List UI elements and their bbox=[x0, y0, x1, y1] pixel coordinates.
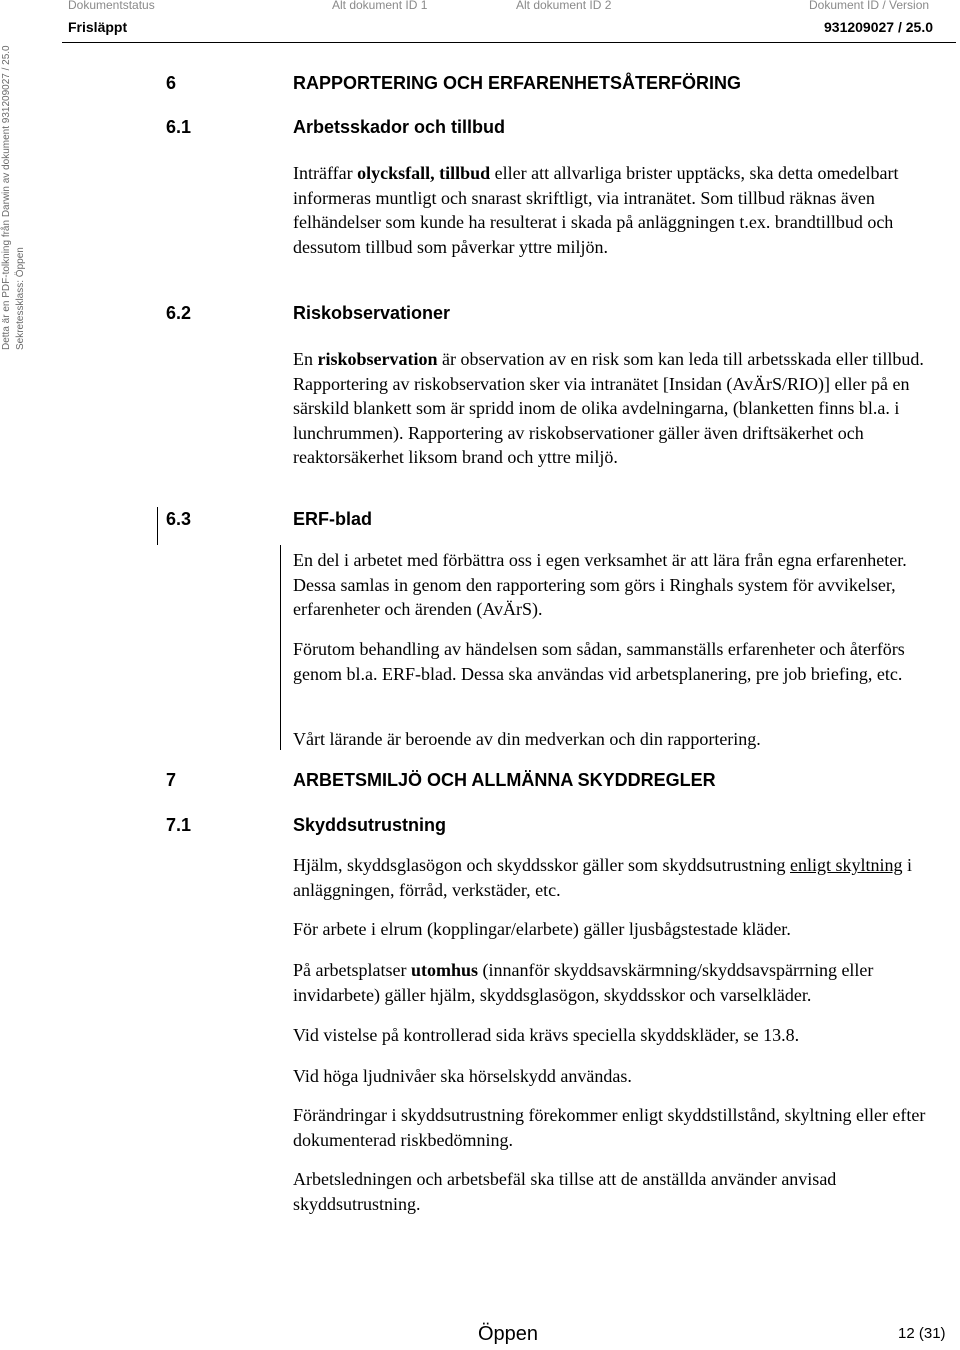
section-6-title: RAPPORTERING OCH ERFARENHETSÅTERFÖRING bbox=[293, 73, 742, 93]
section-7-1-paragraph-2: För arbete i elrum (kopplingar/elarbete) gäller ljusbågstestade kläder. bbox=[293, 919, 791, 939]
status-label: Dokumentstatus bbox=[68, 0, 155, 12]
header-divider bbox=[62, 42, 956, 43]
side-watermark bbox=[0, 0, 34, 350]
section-6-2-paragraph: En riskobservation är observation av en risk som kan leda till arbetsskada eller tillbud. Rapportering av riskobservation sker via intranätet [Insidan (AvÄrS/RIO)] eller på en särskild blankett som är spridd inom de olika avdelningarna, (blanketten finns bl.a. i lunchrummen). Rapportering av riskobservationer gäller även driftsäkerhet och reaktorsäkerhet liksom brand och yttre miljö. bbox=[293, 349, 924, 467]
section-6-1-number: 6.1 bbox=[166, 117, 192, 137]
section-6-3-paragraph-3: Vårt lärande är beroende av din medverkan och din rapportering. bbox=[293, 729, 761, 749]
section-6-number: 6 bbox=[166, 73, 177, 93]
section-6-1-paragraph: Inträffar olycksfall, tillbud eller att allvarliga brister upptäcks, ska detta omedelbart informeras muntligt och snarast skriftligt, via intranätet. Som tillbud räknas även felhändelser som kunde ha resulterat i skada på anläggningen t.ex. brandtillbud och dessutom tillbud som påverkar yttre miljön. bbox=[293, 163, 899, 257]
section-7-1-number: 7.1 bbox=[166, 815, 192, 835]
section-7-number: 7 bbox=[166, 770, 177, 790]
footer-page-number: 12 (31) bbox=[898, 1325, 946, 1342]
section-7-1-paragraph-6: Förändringar i skyddsutrustning förekommer enligt skyddstillstånd, skyltning eller efter dokumenterad riskbedömning. bbox=[293, 1105, 926, 1150]
change-bar bbox=[280, 545, 281, 750]
section-6-3-paragraph-1: En del i arbetet med förbättra oss i egen verksamhet är att lära från egna erfarenheter. Dessa samlas in genom den rapportering som görs i Ringhals system för avvikelser, erfarenheter och ärenden (AvÄrS). bbox=[293, 550, 907, 619]
alt-id1-label: Alt dokument ID 1 bbox=[332, 0, 428, 12]
section-6-3-paragraph-2: Förutom behandling av händelsen som sådan, sammanställs erfarenheter och återförs genom bl.a. ERF-blad. Dessa ska användas vid arbetsplanering, pre job briefing, etc. bbox=[293, 639, 905, 684]
section-7-1-paragraph-4: Vid vistelse på kontrollerad sida krävs speciella skyddskläder, se 13.8. bbox=[293, 1025, 800, 1045]
section-6-2-title: Riskobservationer bbox=[293, 303, 451, 323]
section-6-1-title: Arbetsskador och tillbud bbox=[293, 117, 506, 137]
side-line-2: Sekretessklass: Öppen bbox=[15, 247, 26, 350]
status-value: Frisläppt bbox=[68, 19, 128, 35]
section-6-2-number: 6.2 bbox=[166, 303, 192, 323]
section-7-1-paragraph-1: Hjälm, skyddsglasögon och skyddsskor gäller som skyddsutrustning enligt skyltning i anläggningen, förråd, verkstäder, etc. bbox=[293, 855, 913, 900]
section-6-3-title: ERF-blad bbox=[293, 509, 372, 529]
section-7-1-paragraph-7: Arbetsledningen och arbetsbefäl ska tillse att de anställda använder anvisad skyddsutrustning. bbox=[293, 1169, 837, 1214]
section-7-1-paragraph-5: Vid höga ljudnivåer ska hörselskydd användas. bbox=[293, 1066, 632, 1086]
section-6-3-number: 6.3 bbox=[166, 509, 192, 529]
section-7-title: ARBETSMILJÖ OCH ALLMÄNNA SKYDDREGLER bbox=[293, 770, 716, 790]
section-7-1-title: Skyddsutrustning bbox=[293, 815, 447, 835]
doc-id-value: 931209027 / 25.0 bbox=[824, 19, 933, 35]
section-7-1-paragraph-3: På arbetsplatser utomhus (innanför skyddsavskärmning/skyddsavspärrning eller invidarbete) gäller hjälm, skyddsglasögon, skyddsskor och varselkläder. bbox=[293, 960, 874, 1005]
side-line-1: Detta är en PDF-tolkning från Darwin av dokument 931209027 / 25.0 bbox=[1, 45, 12, 350]
change-bar bbox=[157, 507, 158, 545]
footer-classification: Öppen bbox=[478, 1323, 539, 1345]
alt-id2-label: Alt dokument ID 2 bbox=[516, 0, 612, 12]
doc-id-label: Dokument ID / Version bbox=[809, 0, 930, 12]
